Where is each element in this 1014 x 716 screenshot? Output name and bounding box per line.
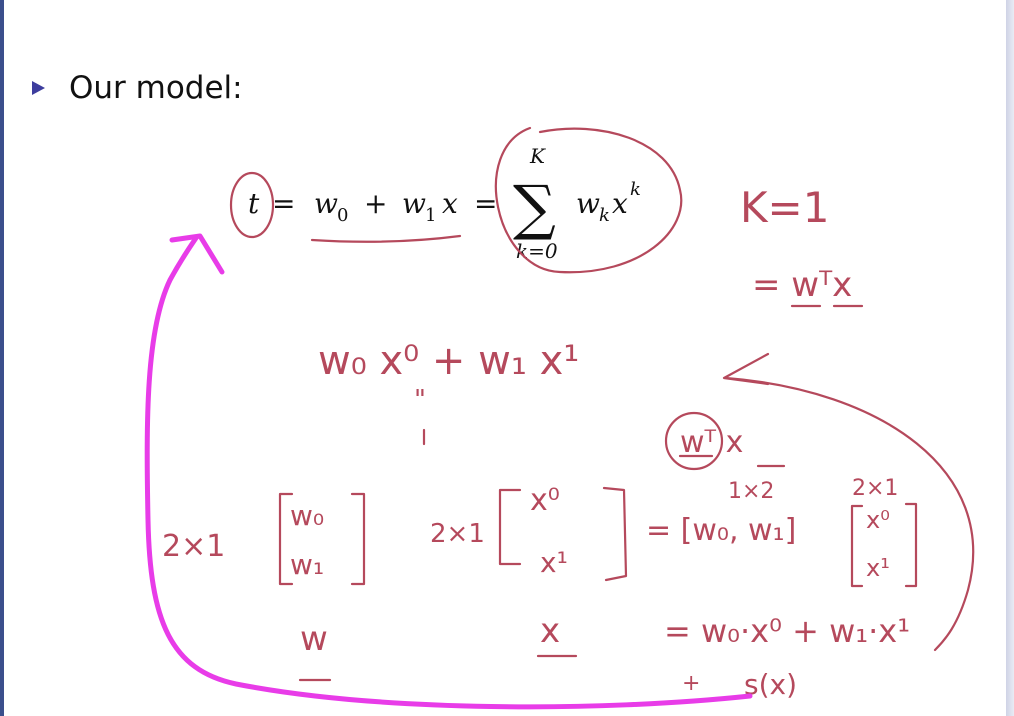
formula-sum-upper-limit: K bbox=[530, 144, 545, 168]
w-vector-top: w₀ bbox=[290, 499, 325, 532]
formula-equals-2: = bbox=[474, 187, 498, 220]
x-vector-bottom: x¹ bbox=[540, 546, 568, 579]
magenta-arrow-curve bbox=[147, 238, 750, 707]
note-dim-row: 1×2 bbox=[728, 479, 775, 504]
note-k-equals-1: K=1 bbox=[740, 183, 830, 232]
formula-term-x: x bbox=[612, 187, 628, 220]
bracket-x-right bbox=[604, 488, 626, 580]
x-vector-top: x⁰ bbox=[530, 483, 560, 518]
note-dim-w: 2×1 bbox=[162, 529, 226, 564]
col-vector-top: x⁰ bbox=[866, 506, 890, 534]
bracket-col-left bbox=[852, 506, 862, 586]
bracket-col-right bbox=[906, 504, 916, 586]
bracket-w-right bbox=[352, 494, 364, 584]
formula-w1: w bbox=[402, 187, 426, 220]
note-ditto-mark: " bbox=[414, 385, 426, 415]
note-x-label: x bbox=[540, 611, 561, 651]
note-equals-wtx: = wᵀx bbox=[752, 265, 853, 305]
formula-sum-lower-limit: k=0 bbox=[516, 239, 558, 263]
note-dim-col: 2×1 bbox=[852, 476, 899, 501]
note-w-label: w bbox=[300, 619, 328, 659]
w-vector-bottom: w₁ bbox=[290, 548, 325, 581]
formula-lhs-t: t bbox=[248, 187, 260, 220]
formula-w0: w bbox=[314, 187, 338, 220]
note-wtx: wᵀ x bbox=[680, 425, 744, 460]
bracket-x-left bbox=[500, 490, 520, 564]
col-vector-bottom: x¹ bbox=[866, 554, 890, 582]
note-row-vector: = [w₀, w₁] bbox=[646, 513, 797, 548]
formula-equals-1: = bbox=[272, 187, 296, 220]
note-expansion: w₀ x⁰ + w₁ x¹ bbox=[318, 338, 580, 384]
bullet-text: Our model: bbox=[69, 70, 243, 106]
formula-term-w: w bbox=[576, 187, 600, 220]
formula-term-w-subscript: k bbox=[599, 205, 610, 226]
formula-w1-subscript: 1 bbox=[425, 205, 437, 226]
formula-term-x-superscript: k bbox=[630, 179, 641, 200]
formula-x: x bbox=[442, 187, 458, 220]
note-plus-dot: + bbox=[682, 671, 701, 696]
underline-linear-model bbox=[312, 236, 460, 242]
note-final-expression: = w₀·x⁰ + w₁·x¹ bbox=[664, 612, 911, 650]
magenta-arrow bbox=[147, 236, 750, 707]
note-s-of-x: s(x) bbox=[744, 668, 798, 701]
formula-w0-subscript: 0 bbox=[337, 205, 349, 226]
formula-sum-symbol: ∑ bbox=[513, 173, 556, 243]
note-dim-x: 2×1 bbox=[430, 519, 485, 549]
model-formula bbox=[248, 144, 641, 263]
formula-plus: + bbox=[364, 187, 388, 220]
